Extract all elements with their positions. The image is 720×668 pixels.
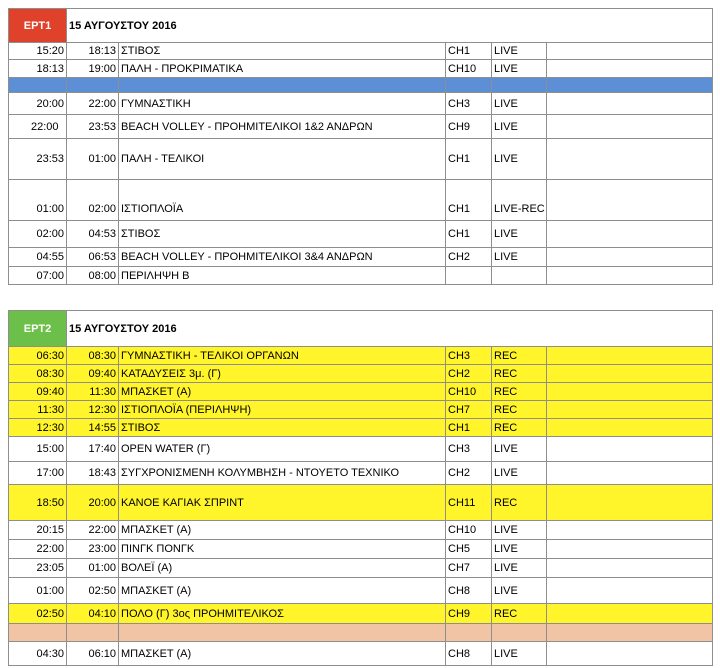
channel-code: CH3 — [446, 93, 492, 115]
start-time: 15:00 — [9, 437, 67, 462]
start-time: 23:53 — [9, 139, 67, 180]
channel-badge: ΕΡΤ2 — [9, 311, 67, 347]
start-time: 09:40 — [9, 383, 67, 401]
broadcast-status: LIVE — [492, 521, 547, 540]
start-time: 12:30 — [9, 419, 67, 437]
table-row — [9, 139, 713, 180]
program-name: ΠΟΛΟ (Γ) 3ος ΠΡΟΗΜΙΤΕΛΙΚΟΣ — [119, 604, 446, 624]
empty-cell — [67, 624, 119, 642]
end-time: 20:00 — [67, 485, 119, 521]
end-time: 04:10 — [67, 604, 119, 624]
end-time: 01:00 — [67, 139, 119, 180]
table-row — [9, 419, 713, 437]
empty-cell — [547, 365, 713, 383]
empty-cell — [547, 401, 713, 419]
channel-code: CH2 — [446, 365, 492, 383]
program-name: ΠΑΛΗ - ΠΡΟΚΡΙΜΑΤΙΚΑ — [119, 60, 446, 78]
broadcast-status: REC — [492, 401, 547, 419]
end-time: 06:10 — [67, 642, 119, 666]
table-row — [9, 437, 713, 462]
ert1-header-row — [9, 9, 713, 43]
broadcast-status: REC — [492, 383, 547, 401]
channel-code: CH1 — [446, 180, 492, 221]
start-time: 11:30 — [9, 401, 67, 419]
empty-cell — [547, 462, 713, 485]
end-time: 23:00 — [67, 540, 119, 559]
end-time: 04:53 — [67, 221, 119, 248]
empty-cell — [9, 624, 67, 642]
start-time: 23:05 — [9, 559, 67, 578]
empty-cell — [67, 78, 119, 93]
broadcast-status: REC — [492, 365, 547, 383]
start-time: 02:00 — [9, 221, 67, 248]
channel-code: CH5 — [446, 540, 492, 559]
empty-cell — [547, 60, 713, 78]
end-time: 02:00 — [67, 180, 119, 221]
empty-cell — [547, 624, 713, 642]
end-time: 08:30 — [67, 347, 119, 365]
start-time: 17:00 — [9, 462, 67, 485]
channel-code: CH7 — [446, 401, 492, 419]
channel-code: CH11 — [446, 485, 492, 521]
empty-cell — [547, 221, 713, 248]
channel-code: CH3 — [446, 347, 492, 365]
broadcast-status: LIVE — [492, 93, 547, 115]
program-name: ΓΥΜΝΑΣΤΙΚΗ - ΤΕΛΙΚΟΙ ΟΡΓΑΝΩΝ — [119, 347, 446, 365]
table-row — [9, 578, 713, 604]
program-name: ΙΣΤΙΟΠΛΟΪΑ (ΠΕΡΙΛΗΨΗ) — [119, 401, 446, 419]
end-time: 22:00 — [67, 93, 119, 115]
table-row — [9, 267, 713, 285]
table-row — [9, 365, 713, 383]
program-name: ΣΥΓΧΡΟΝΙΣΜΕΝΗ ΚΟΛΥΜΒΗΣΗ - ΝΤΟΥΕΤΟ ΤΕΧΝΙΚΟ — [119, 462, 446, 485]
empty-cell — [547, 93, 713, 115]
broadcast-status: LIVE — [492, 540, 547, 559]
ert2-schedule-table — [8, 310, 713, 666]
program-name: ΣΤΙΒΟΣ — [119, 419, 446, 437]
end-time: 11:30 — [67, 383, 119, 401]
broadcast-status: LIVE — [492, 43, 547, 60]
broadcast-status: LIVE — [492, 437, 547, 462]
end-time: 08:00 — [67, 267, 119, 285]
start-time: 18:50 — [9, 485, 67, 521]
end-time: 14:55 — [67, 419, 119, 437]
channel-code: CH8 — [446, 578, 492, 604]
start-time: 06:30 — [9, 347, 67, 365]
empty-cell — [547, 78, 713, 93]
broadcast-status — [492, 267, 547, 285]
channel-code — [446, 267, 492, 285]
end-time: 19:00 — [67, 60, 119, 78]
start-time: 07:00 — [9, 267, 67, 285]
broadcast-status: LIVE-REC — [492, 180, 547, 221]
start-time: 08:30 — [9, 365, 67, 383]
channel-code: CH2 — [446, 462, 492, 485]
separator-row — [9, 78, 713, 93]
start-time: 20:00 — [9, 93, 67, 115]
broadcast-status: LIVE — [492, 642, 547, 666]
empty-cell — [547, 43, 713, 60]
program-name: BEACH VOLLEY - ΠΡΟΗΜΙΤΕΛΙΚΟΙ 3&4 ΑΝΔΡΩΝ — [119, 248, 446, 267]
broadcast-status: REC — [492, 604, 547, 624]
program-name: ΜΠΑΣΚΕΤ (Α) — [119, 383, 446, 401]
empty-cell — [547, 383, 713, 401]
start-time: 02:50 — [9, 604, 67, 624]
empty-cell — [119, 78, 446, 93]
channel-code: CH1 — [446, 139, 492, 180]
start-time: 04:55 — [9, 248, 67, 267]
broadcast-status: REC — [492, 485, 547, 521]
empty-cell — [547, 604, 713, 624]
empty-cell — [547, 437, 713, 462]
start-time: 01:00 — [9, 180, 67, 221]
broadcast-status: LIVE — [492, 221, 547, 248]
table-row — [9, 485, 713, 521]
program-name: ΓΥΜΝΑΣΤΙΚΗ — [119, 93, 446, 115]
channel-code: CH1 — [446, 221, 492, 248]
broadcast-status: LIVE — [492, 462, 547, 485]
empty-cell — [492, 78, 547, 93]
broadcast-status: LIVE — [492, 248, 547, 267]
start-time: 04:30 — [9, 642, 67, 666]
start-time: 22:00 — [9, 540, 67, 559]
table-row — [9, 248, 713, 267]
table-row — [9, 383, 713, 401]
separator-row — [9, 624, 713, 642]
table-row — [9, 604, 713, 624]
program-name: ΜΠΑΣΚΕΤ (Α) — [119, 642, 446, 666]
program-name: ΜΠΑΣΚΕΤ (Α) — [119, 578, 446, 604]
empty-cell — [547, 521, 713, 540]
start-time: 15:20 — [9, 43, 67, 60]
program-name: OPEN WATER (Γ) — [119, 437, 446, 462]
empty-cell — [547, 267, 713, 285]
table-row — [9, 115, 713, 139]
table-row — [9, 540, 713, 559]
start-time: 22:00 — [9, 115, 67, 139]
empty-cell — [547, 139, 713, 180]
table-row — [9, 559, 713, 578]
end-time: 02:50 — [67, 578, 119, 604]
end-time: 01:00 — [67, 559, 119, 578]
empty-cell — [547, 578, 713, 604]
section-date-title: 15 ΑΥΓΟΥΣΤΟΥ 2016 — [67, 311, 713, 347]
table-row — [9, 642, 713, 666]
end-time: 18:43 — [67, 462, 119, 485]
table-row — [9, 180, 713, 221]
program-name: ΣΤΙΒΟΣ — [119, 43, 446, 60]
channel-code: CH3 — [446, 437, 492, 462]
program-name: ΒΟΛΕΪ (Α) — [119, 559, 446, 578]
program-name: ΚΑΤΑΔΥΣΕΙΣ 3μ. (Γ) — [119, 365, 446, 383]
end-time: 22:00 — [67, 521, 119, 540]
end-time: 17:40 — [67, 437, 119, 462]
broadcast-status: LIVE — [492, 139, 547, 180]
channel-code: CH10 — [446, 521, 492, 540]
empty-cell — [9, 78, 67, 93]
empty-cell — [547, 248, 713, 267]
table-row — [9, 221, 713, 248]
empty-cell — [119, 624, 446, 642]
empty-cell — [492, 624, 547, 642]
start-time: 20:15 — [9, 521, 67, 540]
table-row — [9, 43, 713, 60]
channel-badge: ΕΡΤ1 — [9, 9, 67, 43]
empty-cell — [547, 540, 713, 559]
start-time: 01:00 — [9, 578, 67, 604]
empty-cell — [547, 419, 713, 437]
empty-cell — [547, 115, 713, 139]
channel-code: CH10 — [446, 60, 492, 78]
table-row — [9, 462, 713, 485]
channel-code: CH10 — [446, 383, 492, 401]
end-time: 18:13 — [67, 43, 119, 60]
broadcast-status: REC — [492, 419, 547, 437]
table-row — [9, 60, 713, 78]
end-time: 09:40 — [67, 365, 119, 383]
end-time: 06:53 — [67, 248, 119, 267]
broadcast-status: LIVE — [492, 578, 547, 604]
program-name: ΚΑΝΟΕ ΚΑΓΙΑΚ ΣΠΡΙΝΤ — [119, 485, 446, 521]
channel-code: CH8 — [446, 642, 492, 666]
channel-code: CH1 — [446, 43, 492, 60]
channel-code: CH9 — [446, 115, 492, 139]
channel-code: CH2 — [446, 248, 492, 267]
table-row — [9, 521, 713, 540]
table-row — [9, 93, 713, 115]
broadcast-status: REC — [492, 347, 547, 365]
empty-cell — [547, 347, 713, 365]
empty-cell — [547, 485, 713, 521]
channel-code: CH7 — [446, 559, 492, 578]
ert1-schedule-table — [8, 8, 713, 285]
program-name: ΠΕΡΙΛΗΨΗ Β — [119, 267, 446, 285]
empty-cell — [446, 624, 492, 642]
empty-cell — [547, 180, 713, 221]
broadcast-status: LIVE — [492, 60, 547, 78]
channel-code: CH1 — [446, 419, 492, 437]
section-date-title: 15 ΑΥΓΟΥΣΤΟΥ 2016 — [67, 9, 713, 43]
ert2-header-row — [9, 311, 713, 347]
program-name: ΠΙΝΓΚ ΠΟΝΓΚ — [119, 540, 446, 559]
empty-cell — [547, 642, 713, 666]
program-name: ΣΤΙΒΟΣ — [119, 221, 446, 248]
table-row — [9, 401, 713, 419]
broadcast-status: LIVE — [492, 115, 547, 139]
program-name: ΠΑΛΗ - ΤΕΛΙΚΟΙ — [119, 139, 446, 180]
table-row — [9, 347, 713, 365]
broadcast-status: LIVE — [492, 559, 547, 578]
end-time: 12:30 — [67, 401, 119, 419]
start-time: 18:13 — [9, 60, 67, 78]
empty-cell — [446, 78, 492, 93]
channel-code: CH9 — [446, 604, 492, 624]
program-name: ΙΣΤΙΟΠΛΟΪΑ — [119, 180, 446, 221]
program-name: BEACH VOLLEY - ΠΡΟΗΜΙΤΕΛΙΚΟΙ 1&2 ΑΝΔΡΩΝ — [119, 115, 446, 139]
end-time: 23:53 — [67, 115, 119, 139]
empty-cell — [547, 559, 713, 578]
program-name: ΜΠΑΣΚΕΤ (Α) — [119, 521, 446, 540]
